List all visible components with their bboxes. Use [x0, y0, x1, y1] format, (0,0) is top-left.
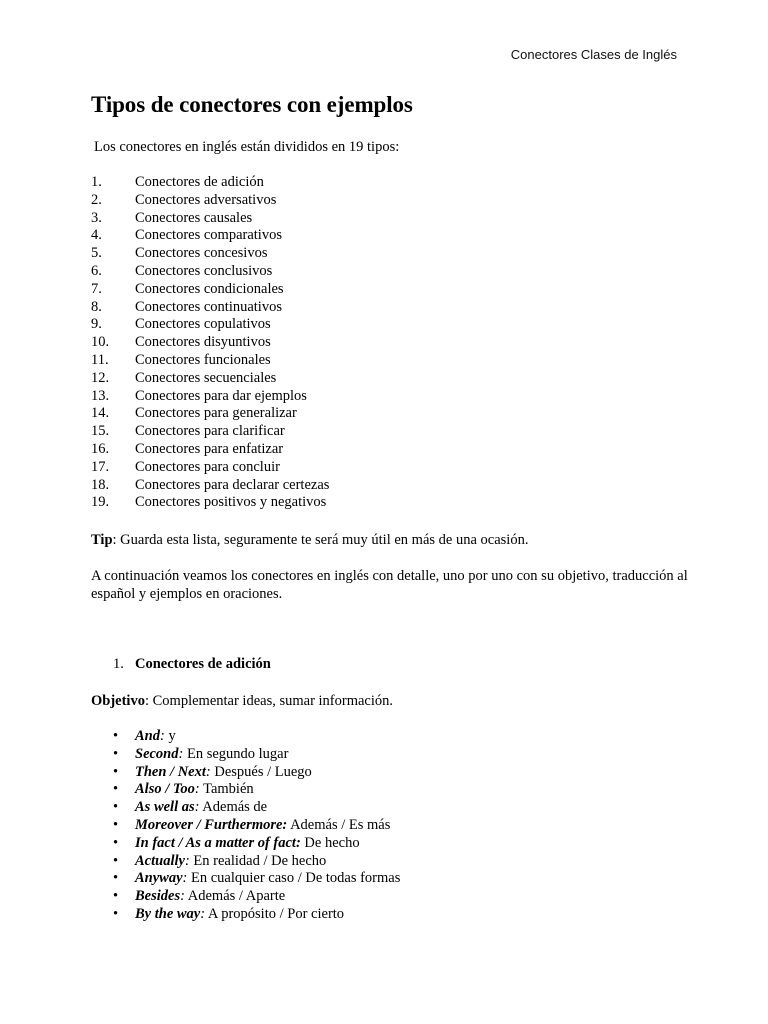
list-item: 10. Conectores disyuntivos — [91, 334, 271, 351]
section-heading: 1. Conectores de adición — [113, 656, 271, 672]
list-item: • Also / Too: También — [113, 781, 254, 798]
list-item: 14. Conectores para generalizar — [91, 405, 297, 422]
list-item: • Then / Next: Después / Luego — [113, 763, 312, 780]
bullet-icon: • — [113, 834, 119, 851]
tip-paragraph — [91, 531, 691, 549]
list-item: 16. Conectores para enfatizar — [91, 440, 284, 457]
connectors-bullet-list — [113, 728, 400, 924]
objective-text: : Complementar ideas, sumar información. — [144, 693, 394, 709]
bullet-icon: • — [113, 816, 119, 833]
tip-text: : Guarda esta lista, seguramente te será muy útil en más de una ocasión. — [112, 532, 529, 548]
list-item: 6. Conectores conclusivos — [91, 262, 273, 279]
list-item: • By the way: A propósito / Por cierto — [113, 905, 345, 922]
tip-label: Tip — [91, 532, 113, 548]
bullet-icon: • — [113, 905, 119, 922]
objective-paragraph — [91, 692, 691, 710]
list-item: 3. Conectores causales — [91, 209, 253, 226]
intro-text: Los conectores en inglés están divididos en 19 tipos: — [94, 139, 400, 155]
list-item: • And: y — [113, 728, 176, 744]
list-item: • Anyway: En cualquier caso / De todas formas — [113, 870, 401, 887]
list-item: • In fact / As a matter of fact: De hecho — [113, 834, 360, 851]
list-item: • Besides: Además / Aparte — [113, 888, 286, 905]
list-item: 9. Conectores copulativos — [91, 316, 271, 333]
list-item: 17. Conectores para concluir — [91, 458, 280, 475]
objective-label: Objetivo — [91, 693, 145, 709]
list-item: • Second: En segundo lugar — [113, 745, 289, 762]
list-item: 19. Conectores positivos y negativos — [91, 494, 327, 511]
bullet-icon: • — [113, 728, 119, 744]
list-item: 12. Conectores secuenciales — [91, 369, 277, 386]
bullet-icon: • — [113, 799, 119, 816]
bullet-icon: • — [113, 745, 119, 762]
list-item: • As well as: Además de — [113, 799, 268, 816]
bullet-icon: • — [113, 781, 119, 798]
bullet-icon: • — [113, 888, 119, 905]
bullet-icon: • — [113, 852, 119, 869]
list-item: 13. Conectores para dar ejemplos — [91, 387, 307, 404]
list-item: 8. Conectores continuativos — [91, 298, 282, 315]
connector-types-list — [91, 174, 329, 512]
list-item: 1. Conectores de adición — [91, 174, 264, 190]
page-title: Tipos de conectores con ejemplos — [91, 92, 413, 117]
list-item: • Actually: En realidad / De hecho — [113, 852, 327, 869]
list-item: 11. Conectores funcionales — [91, 351, 271, 368]
list-item: 4. Conectores comparativos — [91, 227, 282, 244]
list-item: 5. Conectores concesivos — [91, 245, 268, 262]
list-item: 7. Conectores condicionales — [91, 280, 284, 297]
bullet-icon: • — [113, 763, 119, 780]
continuation-paragraph: A continuación veamos los conectores en inglés con detalle, uno por uno con su objetivo, traducción al español y ejemplos en oraciones. — [91, 568, 688, 602]
list-item: 15. Conectores para clarificar — [91, 423, 285, 440]
bullet-icon: • — [113, 870, 119, 887]
page-header: Conectores Clases de Inglés — [510, 47, 677, 62]
list-item: 2. Conectores adversativos — [91, 191, 277, 208]
list-item: 18. Conectores para declarar certezas — [91, 476, 330, 493]
list-item: • Moreover / Furthermore: Además / Es más — [113, 816, 391, 833]
